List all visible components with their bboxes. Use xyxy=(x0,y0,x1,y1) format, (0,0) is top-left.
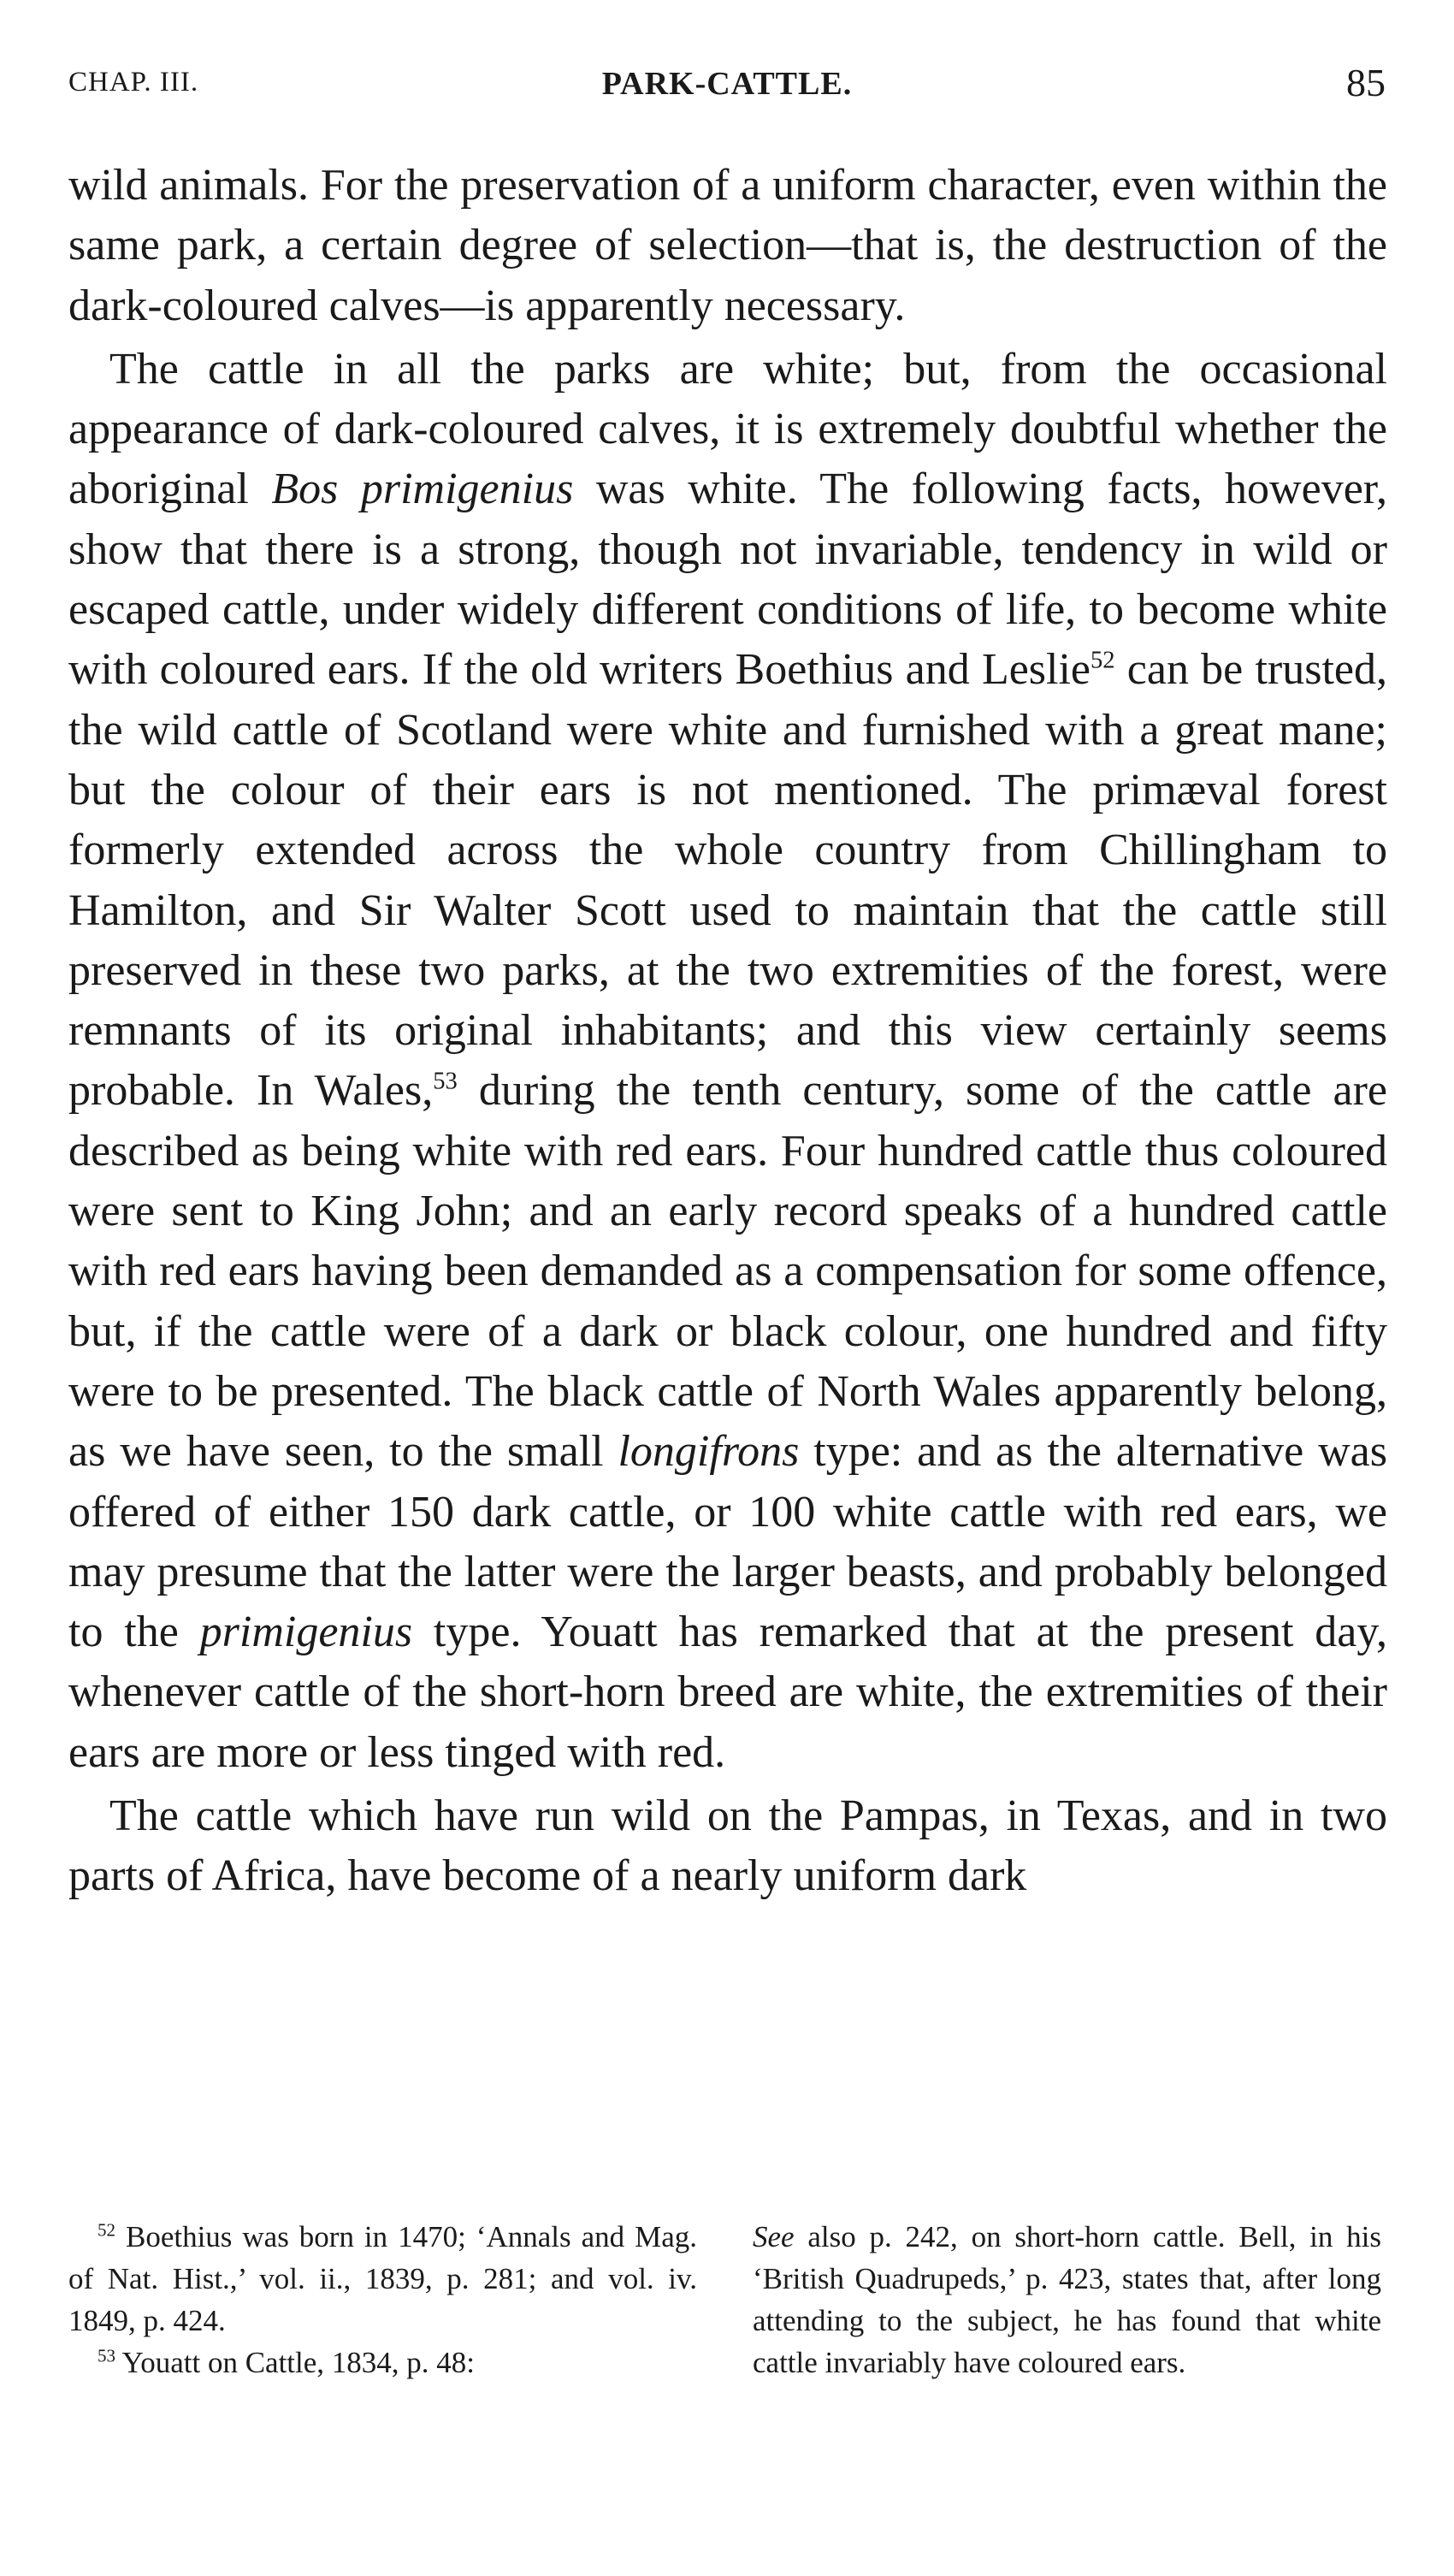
paragraph-2-part-f: type. Youatt has remarked that at the present day, whenever cattle of the short-horn breed are white, the extremities of their ears are more or less tinged with red. xyxy=(68,1608,1387,1777)
paragraph-2-part-a: The cattle in all the parks are white; but, from the occasional appearance of dark-coloured calves, it is extremely doubtful whether the aboriginal xyxy=(68,344,1387,514)
footnotes-right-column xyxy=(753,2216,1381,2384)
paragraph-2-part-b: was white. The following facts, however, show that there is a strong, though not invariable, tendency in wild or escaped cattle, under widely different conditions of life, to become white with coloured ears. If the old writers Boethius and Leslie xyxy=(68,465,1388,695)
footnote-ref-52[interactable]: 52 xyxy=(1090,648,1115,675)
footnote-53-number: 53 xyxy=(98,2345,115,2366)
type-name-longifrons: longifrons xyxy=(618,1427,800,1477)
footnote-ref-53[interactable]: 53 xyxy=(433,1069,458,1096)
running-title: PARK-CATTLE. xyxy=(601,66,853,102)
footnote-52-number: 52 xyxy=(98,2219,115,2241)
type-name-primigenius: primigenius xyxy=(199,1608,413,1657)
species-name-bos-primigenius: Bos primigenius xyxy=(271,465,574,514)
footnote-52-text: Boethius was born in 1470; ‘Annals and Mag. of Nat. Hist.,’ vol. ii., 1839, p. 281; and vol. iv. 1849, p. 424. xyxy=(68,2220,697,2337)
paragraph-2-part-e: type: and as the alternative was offered of either 150 dark cattle, or 100 white cattle with red ears, we may presume that the latter were the larger beasts, and probably belonged to the xyxy=(68,1427,1387,1657)
paragraph-3: The cattle which have run wild on the Pampas, in Texas, and in two parts of Africa, have become of a nearly uniform dark xyxy=(68,1791,1387,1901)
footnote-53-text: Youatt on Cattle, 1834, p. 48: xyxy=(115,2346,476,2379)
footnotes-left-column xyxy=(68,2216,697,2384)
footnote-52 xyxy=(68,2216,697,2342)
running-head xyxy=(68,60,1386,111)
footnote-53-continued-text: also p. 242, on short-horn cattle. Bell, in his ‘British Quadrupeds,’ p. 423, states that, after long attending to the subject, he has found that white cattle invariably have coloured ears. xyxy=(753,2220,1381,2379)
chapter-label: CHAP. III. xyxy=(68,67,199,98)
paragraph-1: wild animals. For the preservation of a uniform character, even within the same park, a certain degree of selection—that is, the destruction of the dark-coloured calves—is apparently necessary. xyxy=(68,161,1387,330)
paragraph-2-part-c: can be trusted, the wild cattle of Scotland were white and furnished with a great mane; but the colour of their ears is not mentioned. The primæval forest formerly extended across the whole country from Chillingham to Hamilton, and Sir Walter Scott used to maintain that the cattle still preserved in these two parks, at the two extremities of the forest, were remnants of its original inhabitants; and this view certainly seems probable. In Wales, xyxy=(68,645,1387,1116)
paragraph-2 xyxy=(68,340,1387,1783)
footnote-53-continued xyxy=(753,2216,1381,2384)
see-word: See xyxy=(753,2220,795,2253)
footnote-53 xyxy=(68,2342,697,2384)
page-number: 85 xyxy=(1346,61,1386,104)
paragraph-2-part-d: during the tenth century, some of the cattle are described as being white with red ears. Four hundred cattle thus coloured were sent to King John; and an early record speaks of a hundred cattle with red ears having been demanded as a compensation for some offence, but, if the cattle were of a dark or black colour, one hundred and fifty were to be presented. The black cattle of North Wales apparently belong, as we have seen, to the small xyxy=(68,1066,1387,1477)
main-text xyxy=(68,156,1387,1907)
